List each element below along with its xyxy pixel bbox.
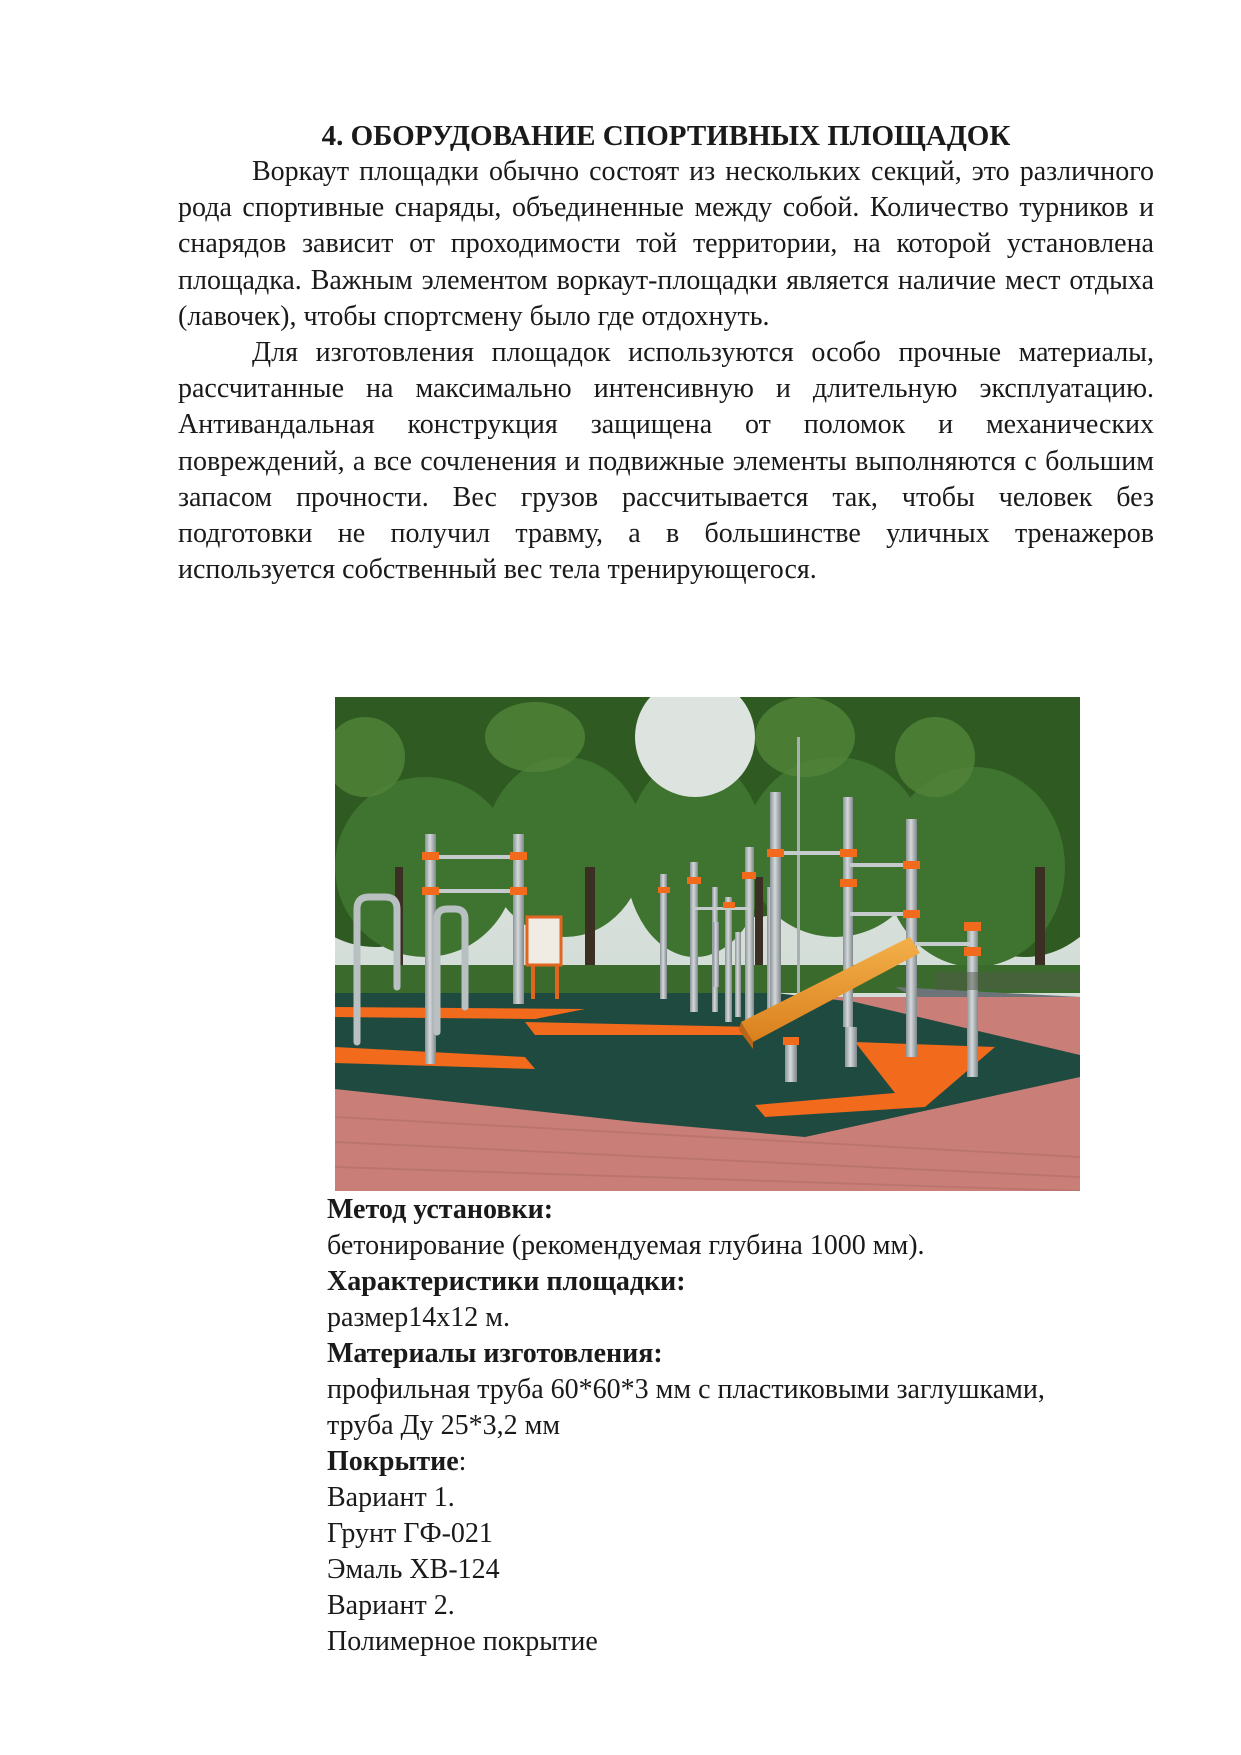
materials-value-2: труба Ду 25*3,2 мм [327,1410,561,1441]
characteristics-label: Характеристики площадки: [327,1266,686,1297]
paragraph-2: Для изготовления площадок используются особо прочные материалы, рассчитанные на максимально интенсивную и длительную эксплуатацию. Антивандальная конструкция защищена от поломок и механических повреждений, а все сочленения и подвижные элементы выполняются с большим запасом прочности. Вес грузов рассчитывается так, чтобы человек без подготовки не получил травму, а в большинстве уличных тренажеров используется собственный вес тела тренирующегося. [178,337,1154,586]
coating-heading [327,1444,1187,1480]
coating-line: Эмаль ХВ-124 [327,1554,500,1585]
paragraph-1: Воркаут площадки обычно состоят из нескольких секций, это различного рода спортивные снаряды, объединенные между собой. Количество турников и снарядов зависит от проходимости той территории, на которой установлена площадка. Важным элементом воркаут-площадки является наличие мест отдыха (лавочек), чтобы спортсмену было где отдохнуть. [178,156,1154,332]
coating-colon: : [458,1446,467,1477]
installation-label: Метод установки: [327,1194,554,1225]
characteristics-value: размер14х12 м. [327,1302,510,1333]
installation-value: бетонирование (рекомендуемая глубина 1000 мм). [327,1230,925,1261]
specifications [327,1192,1187,1660]
coating-label: Покрытие [327,1446,459,1477]
coating-line: Грунт ГФ-021 [327,1518,493,1549]
body-text [178,154,1154,588]
materials-value-1: профильная труба 60*60*3 мм с пластиковыми заглушками, [327,1374,1045,1405]
section-heading: 4. ОБОРУДОВАНИЕ СПОРТИВНЫХ ПЛОЩАДОК [321,120,1011,152]
materials-label: Материалы изготовления: [327,1338,663,1369]
workout-playground-photo [335,697,1080,1191]
coating-line: Вариант 1. [327,1482,455,1513]
coating-line: Вариант 2. [327,1590,455,1621]
coating-line: Полимерное покрытие [327,1626,598,1657]
